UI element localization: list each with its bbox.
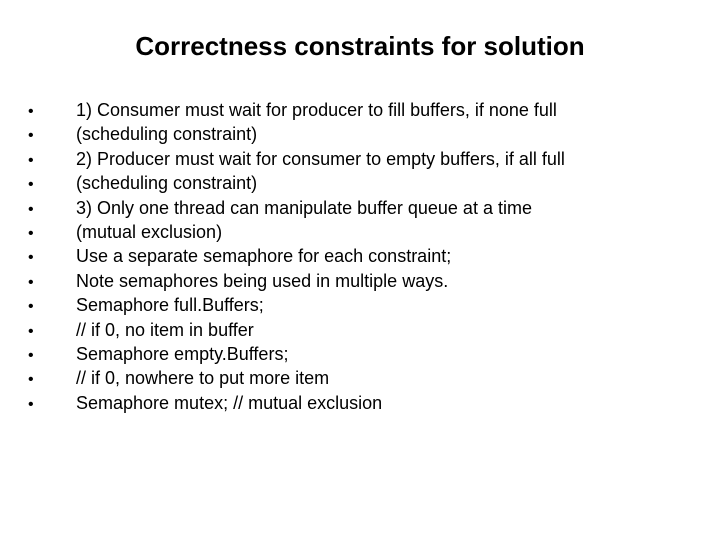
bullet-icon: • xyxy=(28,127,34,145)
bullet-text: Use a separate semaphore for each constraint; xyxy=(76,246,452,267)
bullet-item xyxy=(28,196,698,220)
bullet-item xyxy=(28,244,698,268)
bullet-icon: • xyxy=(28,249,34,267)
bullet-text: Semaphore empty.Buffers; xyxy=(76,343,289,364)
slide-title: Correctness constraints for solution xyxy=(135,31,585,61)
bullet-text: 2) Producer must wait for consumer to empty buffers, if all full xyxy=(76,148,565,169)
bullet-text: // if 0, no item in buffer xyxy=(76,319,254,340)
bullet-icon: • xyxy=(28,176,34,194)
bullet-item xyxy=(28,269,698,293)
bullet-icon: • xyxy=(28,395,34,413)
bullet-icon: • xyxy=(28,322,34,340)
bullet-item xyxy=(28,147,698,171)
bullet-item xyxy=(28,293,698,317)
bullet-text: (mutual exclusion) xyxy=(76,221,223,242)
bullet-item xyxy=(28,318,698,342)
bullet-icon: • xyxy=(28,103,34,120)
bullet-text: 3) Only one thread can manipulate buffer queue at a time xyxy=(76,197,532,218)
bullet-icon: • xyxy=(28,298,34,316)
bullet-item xyxy=(28,171,698,195)
bullet-text: Semaphore mutex; // mutual exclusion xyxy=(76,392,383,413)
bullet-item xyxy=(28,220,698,244)
bullet-text: Semaphore full.Buffers; xyxy=(76,295,264,316)
bullet-item xyxy=(28,342,698,366)
bullet-item xyxy=(28,391,698,415)
bullet-list xyxy=(28,98,698,415)
bullet-text: 1) Consumer must wait for producer to fill buffers, if none full xyxy=(76,100,557,120)
bullet-item xyxy=(28,366,698,390)
bullet-text: (scheduling constraint) xyxy=(76,173,258,194)
bullet-icon: • xyxy=(28,371,34,389)
bullet-icon: • xyxy=(28,151,34,169)
bullet-icon: • xyxy=(28,200,34,218)
bullet-item xyxy=(28,122,698,146)
bullet-icon: • xyxy=(28,346,34,364)
bullet-icon: • xyxy=(28,273,34,291)
bullet-text: // if 0, nowhere to put more item xyxy=(76,368,330,389)
bullet-item xyxy=(28,98,698,122)
bullet-text: (scheduling constraint) xyxy=(76,124,258,145)
bullet-icon: • xyxy=(28,224,34,242)
bullet-text: Note semaphores being used in multiple ways. xyxy=(76,270,449,291)
